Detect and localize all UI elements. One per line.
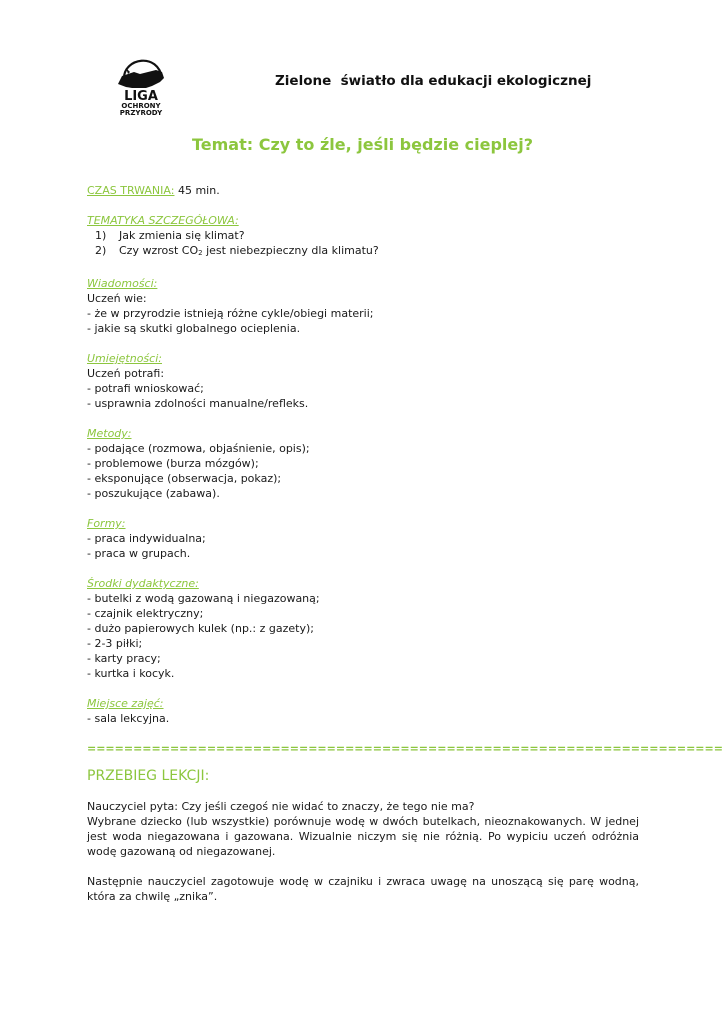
svg-text:OCHRONY: OCHRONY xyxy=(121,102,161,110)
list-item: - praca w grupach. xyxy=(87,547,191,560)
header-title: Zielone światło dla edukacji ekologicznej xyxy=(275,73,592,89)
list-item: - problemowe (burza mózgów); xyxy=(87,457,259,470)
list-item: - 2-3 piłki; xyxy=(87,637,143,650)
resources-label: Środki dydaktyczne: xyxy=(87,577,199,590)
list-item: 1) Jak zmienia się klimat? xyxy=(95,229,245,242)
list-item: - potrafi wnioskować; xyxy=(87,382,204,395)
list-item: - że w przyrodzie istnieją różne cykle/obiegi materii; xyxy=(87,307,374,320)
skills-intro: Uczeń potrafi: xyxy=(87,367,165,380)
topic-title: Temat: Czy to źle, jeśli będzie cieplej? xyxy=(191,135,534,154)
forms-label: Formy: xyxy=(87,517,126,530)
list-item: - butelki z wodą gazowaną i niegazowaną; xyxy=(87,592,320,605)
list-item: - jakie są skutki globalnego ocieplenia. xyxy=(87,322,301,335)
knowledge-intro: Uczeń wie: xyxy=(87,292,147,305)
liga-ochrony-przyrody-logo xyxy=(110,48,172,118)
skills-label: Umiejętności: xyxy=(87,352,162,365)
duration-label: CZAS TRWANIA: xyxy=(87,184,175,197)
lesson-paragraph: Następnie nauczyciel zagotowuje wodę w czajniku i zwraca uwagę na unoszącą się parę wodną, która za chwilę „znika”. xyxy=(87,875,639,903)
detailed-topics-label: TEMATYKA SZCZEGÓŁOWA: xyxy=(87,214,239,227)
knowledge-label: Wiadomości: xyxy=(87,277,158,290)
place-label: Miejsce zajęć: xyxy=(87,697,164,710)
methods-label: Metody: xyxy=(87,427,132,440)
list-item: - usprawnia zdolności manualne/refleks. xyxy=(87,397,309,410)
lesson-paragraph: Nauczyciel pyta: Czy jeśli czegoś nie widać to znaczy, że tego nie ma? xyxy=(87,800,475,813)
lesson-paragraph: Wybrane dziecko (lub wszystkie) porównuje wodę w dwóch butelkach, nieoznakowanych. W jednej jest woda niegazowana i gazowana. Wizualnie niczym się nie różnią. Po wypiciu uczeń odróżnia wodę gazowaną od niegazowanej. xyxy=(87,815,639,858)
list-item: - karty pracy; xyxy=(87,652,161,665)
list-item: - podające (rozmowa, objaśnienie, opis); xyxy=(87,442,310,455)
svg-text:LIGA: LIGA xyxy=(124,89,158,104)
lesson-plan-content xyxy=(87,183,723,904)
list-item: - eksponujące (obserwacja, pokaz); xyxy=(87,472,282,485)
list-item: - dużo papierowych kulek (np.: z gazety); xyxy=(87,622,314,635)
list-item: - kurtka i kocyk. xyxy=(87,667,175,680)
duration-row xyxy=(87,183,639,198)
lesson-heading: PRZEBIEG LEKCJI: xyxy=(87,768,210,784)
svg-text:PRZYRODY: PRZYRODY xyxy=(119,109,163,117)
list-item: - poszukujące (zabawa). xyxy=(87,487,220,500)
section-divider: ===================================================================== xyxy=(87,742,723,755)
list-item: - praca indywidualna; xyxy=(87,532,206,545)
list-item: - sala lekcyjna. xyxy=(87,712,170,725)
list-item: 2) Czy wzrost $CO_2$ jest niebezpieczny dla klimatu? xyxy=(95,244,379,257)
list-item: - czajnik elektryczny; xyxy=(87,607,204,620)
duration-value: 45 min. xyxy=(177,184,220,197)
